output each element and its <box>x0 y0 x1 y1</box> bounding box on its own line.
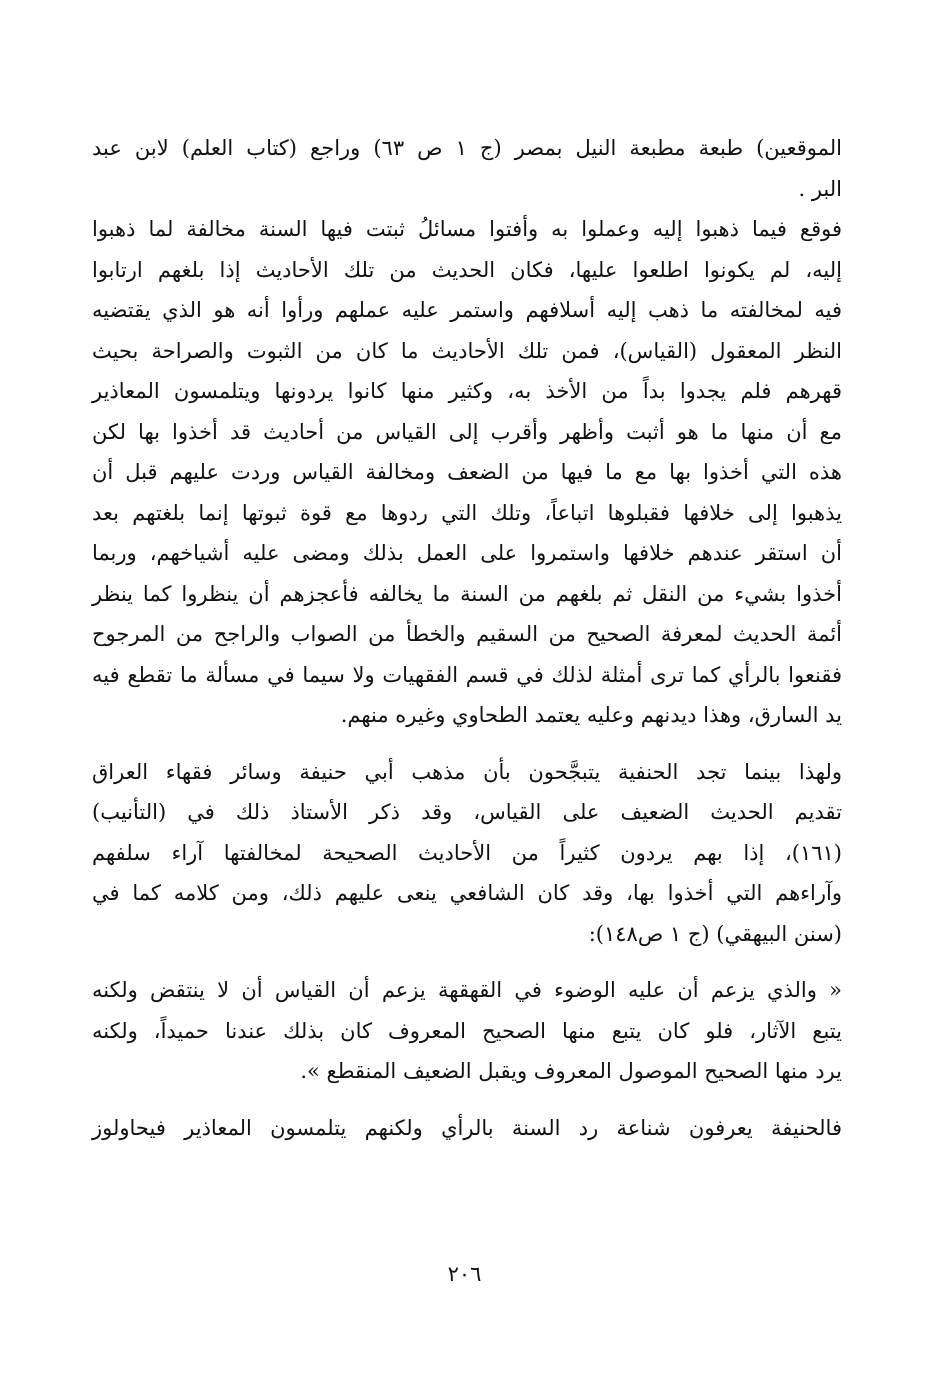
text-line: البر . <box>798 176 842 201</box>
text-line: فيه لمخالفته ما ذهب إليه أسلافهم واستمر عليه عملهم ورأوا أنه هو الذي يقتضيه <box>92 298 842 322</box>
text-line: الموقعين) طبعة مطبعة النيل بمصر (ج ١ ص ٦٣) وراجع (كتاب العلم) لابن عبد <box>92 136 842 160</box>
paragraph-3 <box>92 752 842 955</box>
text-line: النظر المعقول (القياس)، فمن تلك الأحاديث ما كان من الثبوت والصراحة بحيث <box>92 338 842 363</box>
text-line: (سنن البيهقي) (ج ١ ص١٤٨): <box>588 921 842 946</box>
text-line: يد السارق، وهذا ديدنهم وعليه يعتمد الطحاوي وغيره منهم. <box>340 703 842 727</box>
paragraph-5 <box>92 1108 842 1149</box>
quotation-paragraph <box>92 970 842 1092</box>
text-line: « والذي يزعم أن عليه الوضوء في القهقهة يزعم أن القياس أن لا ينتقض ولكنه <box>92 978 842 1002</box>
text-line: أخذوا بشيء من النقل ثم بلغهم من السنة ما يخالفه فأعجزهم أن ينظروا كما ينظر <box>92 581 842 606</box>
text-line: وآراءهم التي أخذوا بها، وقد كان الشافعي ينعى عليهم ذلك، ومن كلامه كما في <box>92 881 842 905</box>
page-number: ٢٠٦ <box>447 1262 482 1286</box>
text-line: يرد منها الصحيح الموصول المعروف ويقبل الضعيف المنقطع ». <box>300 1059 842 1083</box>
text-line: يذهبوا إلى خلافها فقبلوها اتباعاً، وتلك التي ردوها مع قوة ثبوتها إنما بلغتهم بعد <box>92 500 842 525</box>
page-body <box>92 128 842 1148</box>
text-line: فالحنيفة يعرفون شناعة رد السنة بالرأي ولكنهم يتلمسون المعاذير فيحاولوز <box>92 1115 842 1140</box>
paragraph-spacer <box>92 736 842 752</box>
text-line: مع أن منها ما هو أثبت وأظهر وأقرب إلى القياس من أحاديث قد أخذوا بها لكن <box>92 419 842 444</box>
paragraph-2 <box>92 209 842 736</box>
text-line: ولهذا بينما تجد الحنفية يتبجَّحون بأن مذهب أبي حنيفة وسائر فقهاء العراق <box>92 759 842 784</box>
text-line: (١٦١)، إذا بهم يردون كثيراً من الأحاديث الصحيحة لمخالفتها آراء سلفهم <box>92 840 842 865</box>
paragraph-spacer <box>92 954 842 970</box>
text-line: فقنعوا بالرأي كما ترى أمثلة لذلك في قسم الفقهيات ولا سيما في مسألة ما تقطع فيه <box>92 662 842 687</box>
paragraph-1 <box>92 128 842 209</box>
text-line: أن استقر عندهم خلافها واستمروا على العمل بذلك ومضى عليه أشياخهم، وربما <box>92 541 842 565</box>
text-line: فوقع فيما ذهبوا إليه وعملوا به وأفتوا مسائلُ ثبتت فيها السنة مخالفة لما ذهبوا <box>92 217 842 241</box>
text-line: هذه التي أخذوا بها مع ما فيها من الضعف ومخالفة القياس وردت عليهم قبل أن <box>92 460 842 484</box>
paragraph-spacer <box>92 1092 842 1108</box>
text-line: أئمة الحديث لمعرفة الصحيح من السقيم والخطأ من الصواب والراجح من المرجوح <box>92 622 842 646</box>
text-line: يتبع الآثار، فلو كان يتبع منها الصحيح المعروف كان بذلك عندنا حميداً، ولكنه <box>92 1018 842 1043</box>
text-line: قهرهم فلم يجدوا بداً من الأخذ به، وكثير منها كانوا يردونها ويتلمسون المعاذير <box>92 379 842 403</box>
text-line: إليه، لم يكونوا اطلعوا عليها، فكان الحديث من تلك الأحاديث إذا بلغهم ارتابوا <box>92 257 842 282</box>
text-line: تقديم الحديث الضعيف على القياس، وقد ذكر الأستاذ ذلك في (التأنيب) <box>92 800 842 824</box>
